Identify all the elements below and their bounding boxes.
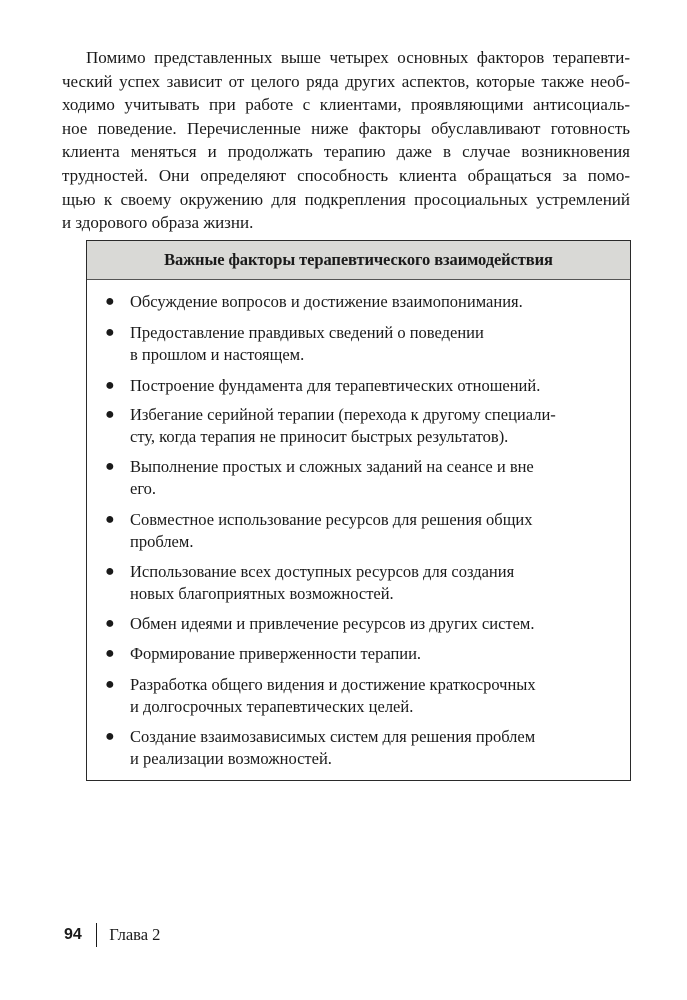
bullet-icon: ● [105, 406, 115, 423]
factors-box-title: Важные факторы терапевтического взаимодействия [87, 241, 630, 280]
intro-line: ходимо учитывать при работе с клиентами, проявляющими антисоциаль- [62, 95, 630, 115]
list-item-text: Предоставление правдивых сведений о поведении в прошлом и настоящем. [130, 323, 484, 364]
bullet-icon: ● [105, 728, 115, 745]
bullet-icon: ● [105, 645, 115, 662]
bullet-icon: ● [105, 458, 115, 475]
list-item-text: Выполнение простых и сложных заданий на сеансе и вне его. [130, 457, 534, 498]
intro-line: ческий успех зависит от целого ряда других аспектов, которые также необ- [62, 71, 630, 91]
list-item-text: Создание взаимозависимых систем для решения проблем и реализации возможностей. [130, 727, 536, 768]
intro-line: и здорового образа жизни. [62, 213, 254, 233]
list-item-text: Разработка общего видения и достижение краткосрочных и долгосрочных терапевтических целей. [130, 675, 536, 716]
intro-line: Помимо представленных выше четырех основных факторов терапевти- [86, 48, 630, 67]
intro-line: трудностей. Они определяют способность клиента обращаться за помо- [62, 165, 630, 185]
page-footer [64, 922, 160, 948]
intro-line: ное поведение. Перечисленные ниже факторы обуславливают готовность [62, 118, 630, 138]
intro-paragraph [62, 46, 630, 235]
chapter-label: Глава 2 [109, 925, 161, 944]
bullet-icon: ● [105, 511, 115, 528]
factors-box [86, 240, 631, 781]
bullet-icon: ● [105, 563, 115, 580]
bullet-icon: ● [105, 615, 115, 632]
list-item-text: Избегание серийной терапии (перехода к другому специали- сту, когда терапия не приносит быстрых результатов). [130, 405, 556, 446]
list-item-text: Построение фундамента для терапевтических отношений. [130, 376, 541, 395]
list-item-text: Обсуждение вопросов и достижение взаимопонимания. [130, 292, 523, 311]
list-item-text: Формирование приверженности терапии. [130, 644, 422, 663]
bullet-icon: ● [105, 324, 115, 341]
footer-divider [96, 923, 98, 947]
bullet-icon: ● [105, 293, 115, 310]
list-item-text: Совместное использование ресурсов для решения общих проблем. [130, 510, 533, 551]
bullet-icon: ● [105, 676, 115, 693]
list-item-text: Использование всех доступных ресурсов для создания новых благоприятных возможностей. [130, 562, 515, 603]
bullet-icon: ● [105, 377, 115, 394]
list-item-text: Обмен идеями и привлечение ресурсов из других систем. [130, 614, 535, 633]
intro-line: щью к своему окружению для подкрепления просоциальных устремлений [62, 189, 630, 209]
page-number: 94 [64, 926, 82, 943]
intro-line: клиента меняться и продолжать терапию даже в случае возникновения [62, 142, 630, 162]
